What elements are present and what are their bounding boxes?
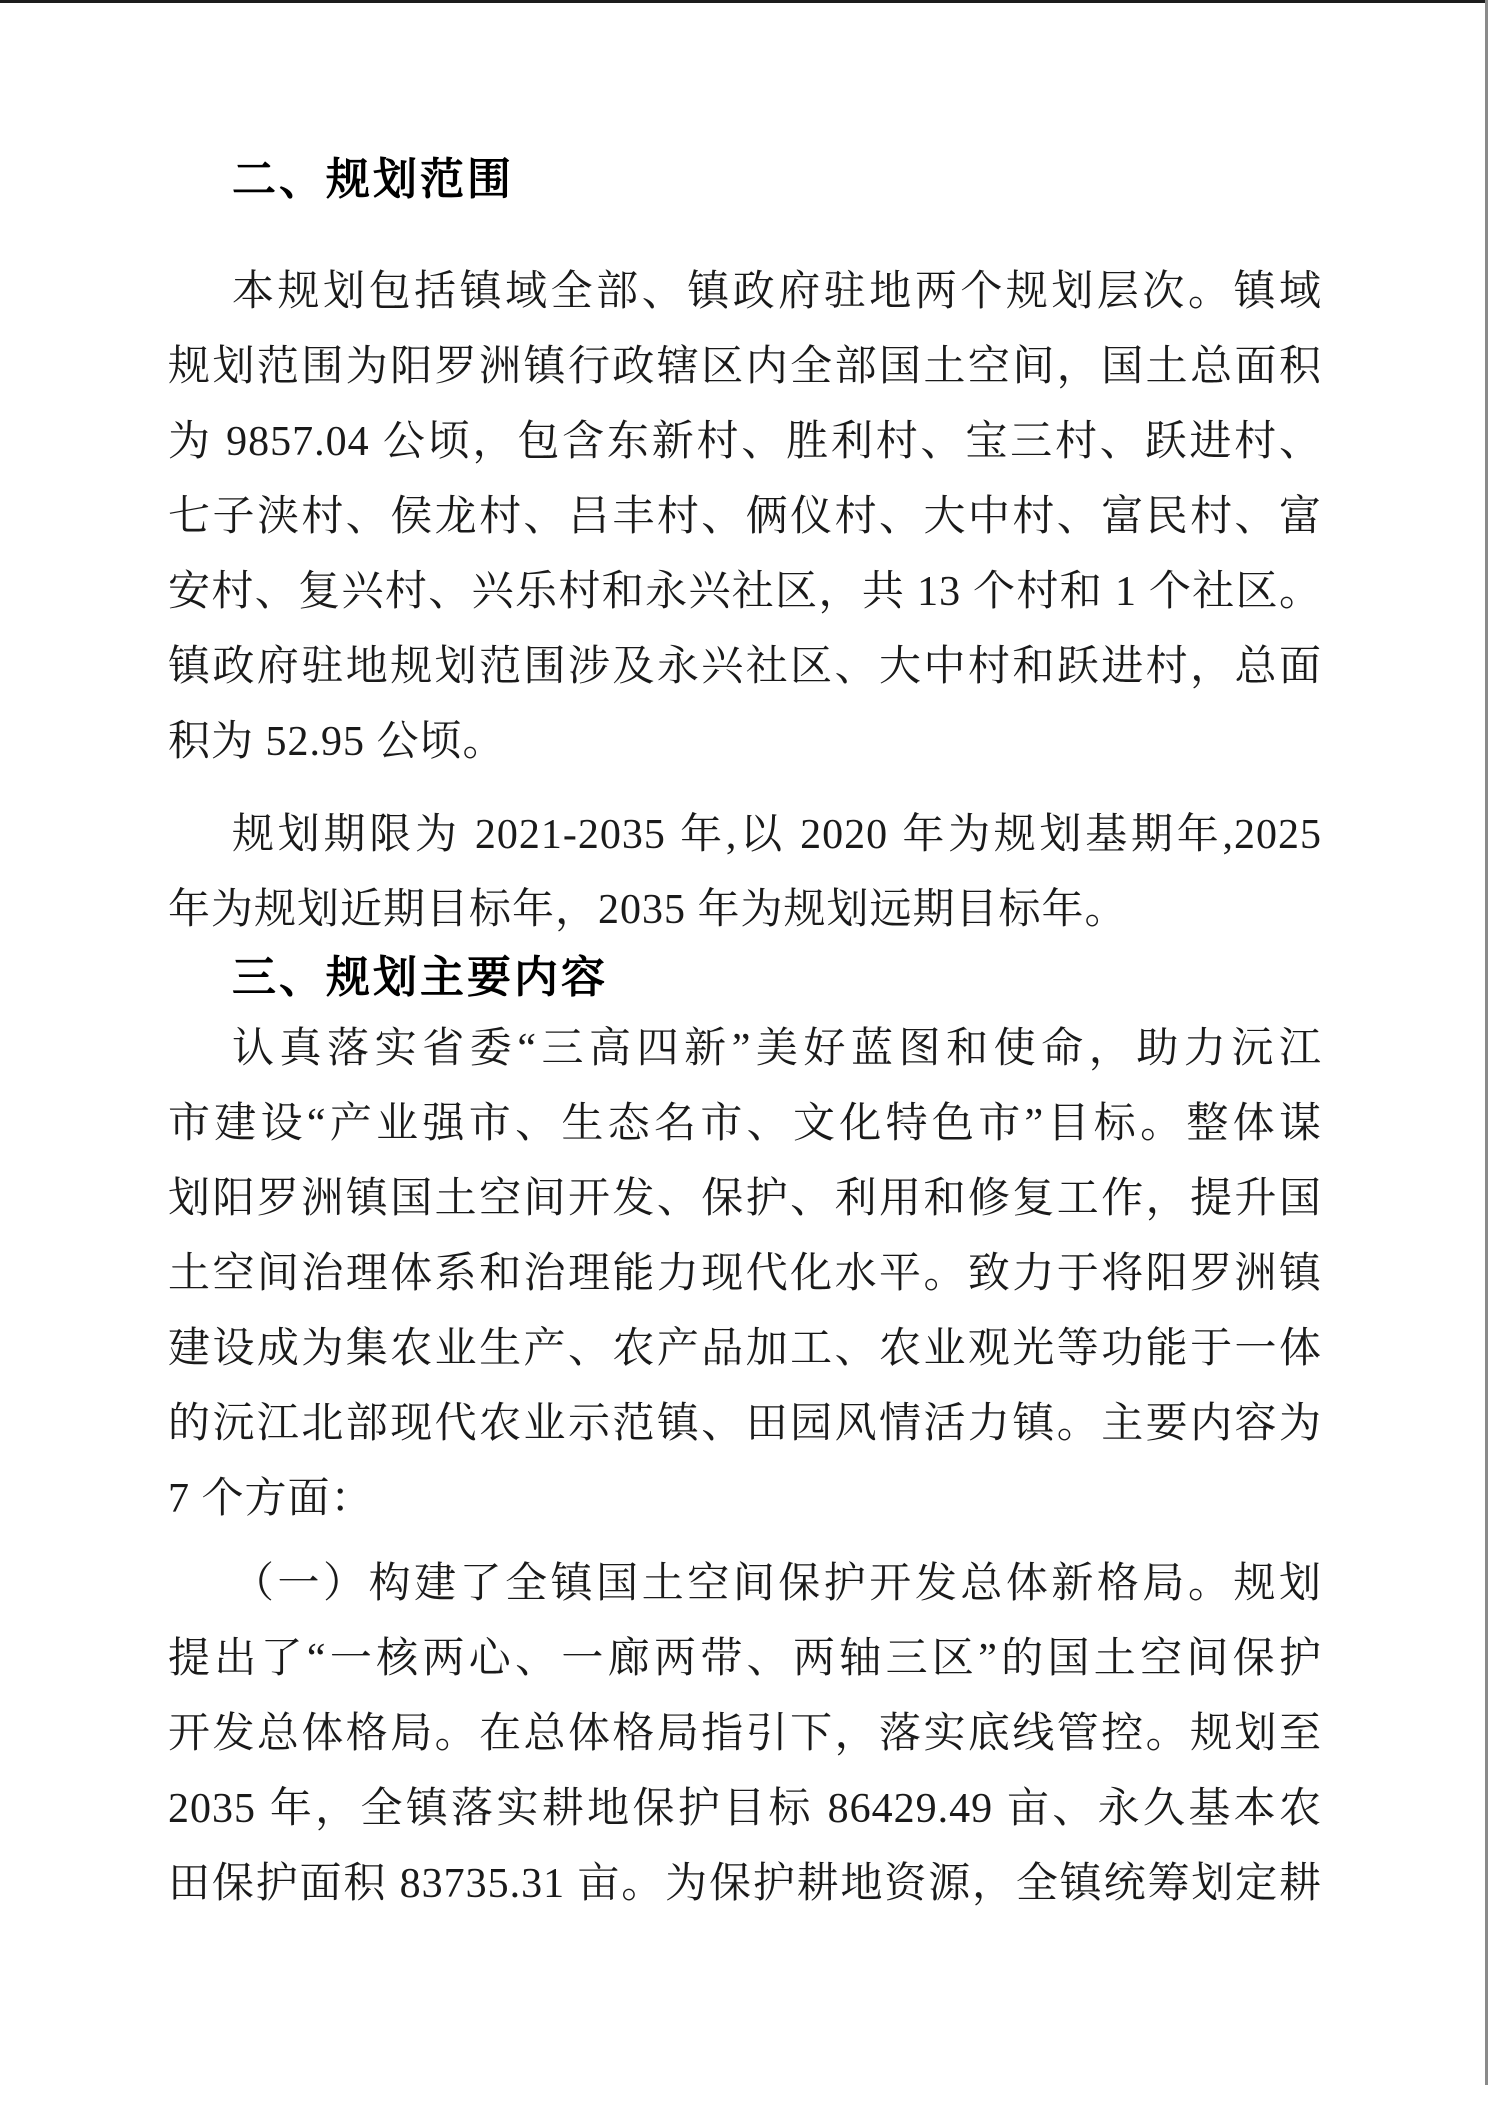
text-line: 田保护面积 83735.31 亩。为保护耕地资源，全镇统筹划定耕 <box>168 1861 1322 1907</box>
text-line: （一）构建了全镇国土空间保护开发总体新格局。规划 <box>232 1561 1322 1607</box>
text-line: 开发总体格局。在总体格局指引下，落实底线管控。规划至 <box>168 1711 1322 1757</box>
paragraph <box>168 798 1322 948</box>
text-line: 本规划包括镇域全部、镇政府驻地两个规划层次。镇域 <box>232 269 1322 315</box>
text-line: 2035 年，全镇落实耕地保护目标 86429.49 亩、永久基本农 <box>168 1786 1322 1832</box>
text-line: 划阳罗洲镇国土空间开发、保护、利用和修复工作，提升国 <box>168 1176 1322 1222</box>
section-heading: 三、规划主要内容 <box>232 953 608 1002</box>
paragraph <box>168 1547 1322 1922</box>
paragraph <box>168 255 1322 780</box>
section-heading: 二、规划范围 <box>232 155 514 204</box>
text-line: 积为 52.95 公顷。 <box>168 719 506 765</box>
text-line: 七子浃村、侯龙村、吕丰村、俩仪村、大中村、富民村、富 <box>168 494 1322 540</box>
text-line: 土空间治理体系和治理能力现代化水平。致力于将阳罗洲镇 <box>168 1251 1322 1297</box>
text-line: 建设成为集农业生产、农产品加工、农业观光等功能于一体 <box>168 1326 1322 1372</box>
text-line: 7 个方面： <box>168 1476 374 1522</box>
text-line: 规划期限为 2021-2035 年,以 2020 年为规划基期年,2025 <box>232 812 1322 858</box>
text-line: 规划范围为阳罗洲镇行政辖区内全部国土空间，国土总面积 <box>168 344 1322 390</box>
text-line: 提出了“一核两心、一廊两带、两轴三区”的国土空间保护 <box>168 1636 1322 1682</box>
text-line: 镇政府驻地规划范围涉及永兴社区、大中村和跃进村，总面 <box>168 644 1322 690</box>
text-line: 为 9857.04 公顷，包含东新村、胜利村、宝三村、跃进村、 <box>168 419 1322 465</box>
text-line: 年为规划近期目标年，2035 年为规划远期目标年。 <box>168 887 1128 933</box>
text-line: 市建设“产业强市、生态名市、文化特色市”目标。整体谋 <box>168 1101 1322 1147</box>
text-line: 安村、复兴村、兴乐村和永兴社区，共 13 个村和 1 个社区。 <box>168 569 1322 615</box>
paragraph <box>168 1012 1322 1537</box>
text-line: 的沅江北部现代农业示范镇、田园风情活力镇。主要内容为 <box>168 1401 1322 1447</box>
text-line: 认真落实省委“三高四新”美好蓝图和使命，助力沅江 <box>232 1026 1322 1072</box>
